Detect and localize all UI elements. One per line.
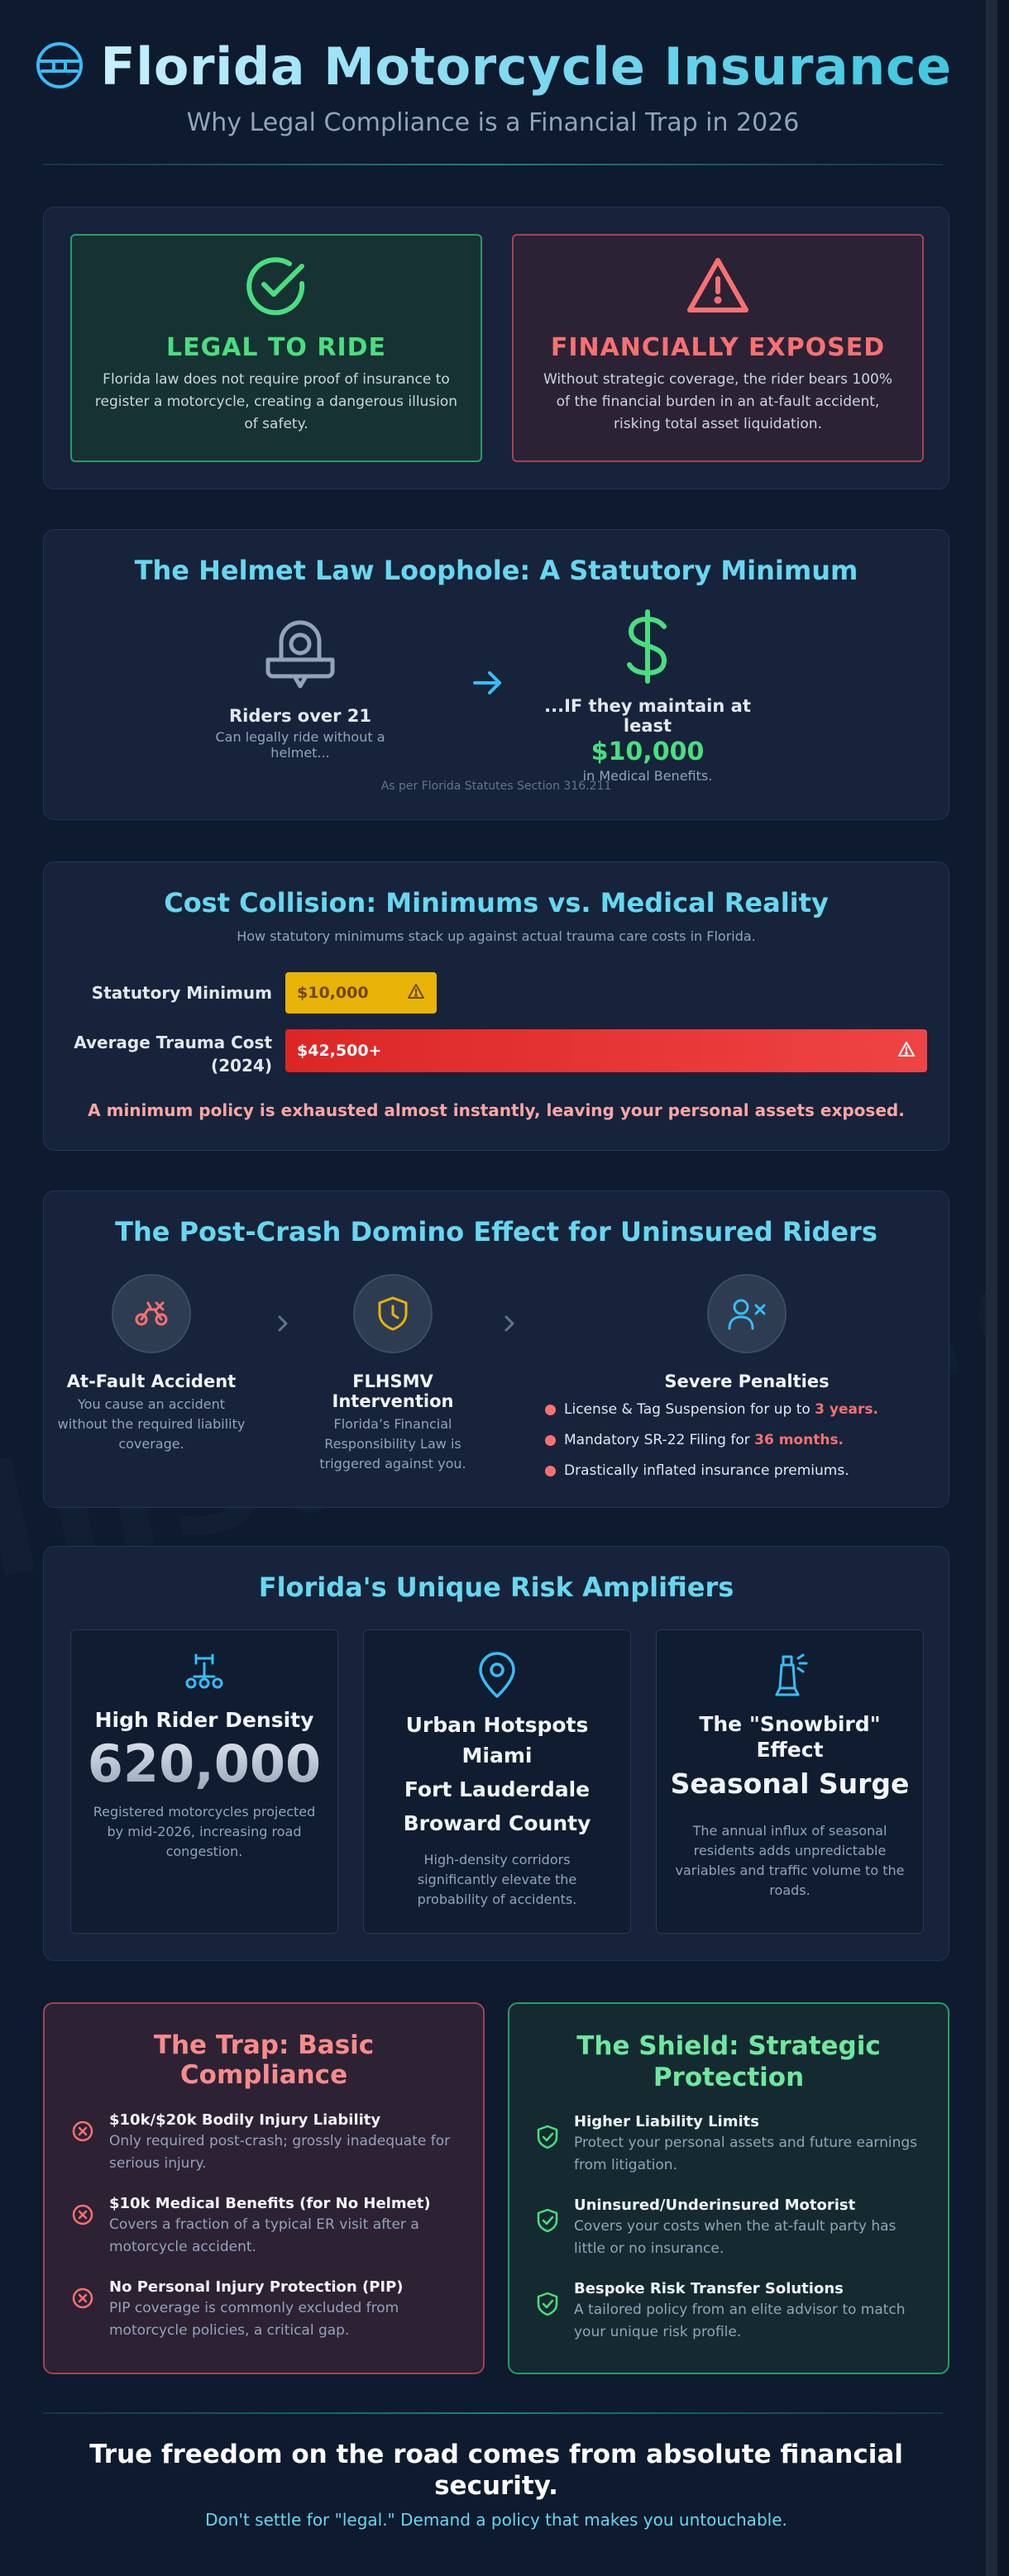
shield-panel: [508, 2002, 949, 2374]
statute-source: As per Florida Statutes Section 316.211: [380, 780, 612, 793]
page-title: Florida Motorcycle Insurance: [100, 36, 952, 97]
shield-item: [536, 2113, 921, 2177]
collision-title: Cost Collision: Minimums vs. Medical Reality: [164, 887, 829, 918]
shield-list: [536, 2113, 921, 2344]
penalty-text: [564, 1401, 878, 1418]
hotspot-list: [364, 1739, 630, 1840]
financially-exposed-card: [512, 234, 924, 462]
x-circle-icon: [71, 2120, 98, 2175]
step-text: [52, 1395, 251, 1454]
step-text-line: triggered against you.: [319, 1456, 466, 1472]
trauma-cost-label-line2: (2024): [211, 1056, 272, 1076]
statutory-minimum-value: $10,000: [297, 984, 369, 1002]
risk-card-snowbird: [656, 1629, 924, 1934]
shield-item: [536, 2280, 921, 2344]
risk-card-heading: Urban Hotspots: [405, 1713, 589, 1737]
medical-benefits-text: in Medical Benefits.: [582, 768, 713, 784]
shield-title: [536, 2030, 921, 2093]
footer-headline-line2: security.: [434, 2471, 558, 2501]
arrow-right-icon: [471, 669, 504, 700]
cost-collision-panel: [43, 861, 949, 1151]
snowbird-heading-line2: Effect: [756, 1738, 824, 1762]
motorcycle-crash-icon: [112, 1274, 191, 1353]
step-text-line: coverage.: [118, 1436, 184, 1452]
trauma-cost-value: $42,500+: [297, 1042, 382, 1060]
shield-check-icon: [536, 2292, 562, 2344]
exposed-heading: FINANCIALLY EXPOSED: [550, 333, 886, 362]
shield-item-heading: Uninsured/Underinsured Motorist: [574, 2197, 856, 2214]
step-heading: Severe Penalties: [664, 1371, 830, 1391]
risk-card-rider-density: [70, 1629, 338, 1934]
medical-amount: $10,000: [591, 737, 705, 766]
penalty-text: [564, 1462, 849, 1479]
divider: [43, 164, 943, 165]
statutory-minimum-label: Statutory Minimum: [91, 983, 272, 1003]
page-subtitle: Why Legal Compliance is a Financial Trap in 2026: [186, 108, 800, 137]
step-text-line: You cause an accident: [78, 1396, 225, 1412]
risk-card-heading: High Rider Density: [94, 1708, 314, 1732]
rider-density-icon: [183, 1679, 226, 1695]
shield-item-text: A tailored policy from an elite advisor to match your unique risk profile.: [574, 2302, 906, 2340]
medical-benefits-requirement: [524, 608, 772, 784]
warning-small-icon: [407, 983, 425, 1004]
step-text-line: Responsibility Law is: [324, 1436, 461, 1452]
maintain-at-least-label: ...IF they maintain at least: [544, 696, 751, 736]
snowbird-lighthouse-icon: [768, 1687, 811, 1703]
trap-item: [71, 2111, 457, 2175]
shield-item-heading: Bespoke Risk Transfer Solutions: [574, 2280, 844, 2297]
status-panel: [43, 207, 949, 489]
step-text-line: Florida’s Financial: [333, 1416, 452, 1432]
trap-list: [71, 2111, 457, 2342]
shield-check-icon: [536, 2208, 562, 2260]
riders-over-21-label: Riders over 21: [228, 706, 372, 726]
collision-warning: A minimum policy is exhausted almost instantly, leaving your personal assets exposed.: [88, 1100, 905, 1120]
risk-card-text: Registered motorcycles projected by mid-2026, increasing road congestion.: [93, 1804, 316, 1859]
collision-subtitle: How statutory minimums stack up against actual trauma care costs in Florida.: [237, 928, 756, 944]
map-pin-icon: [476, 1687, 519, 1703]
check-circle-icon: [244, 306, 308, 322]
step-text: [294, 1414, 492, 1474]
header: [0, 0, 986, 137]
penalty-highlight: 3 years.: [815, 1401, 878, 1418]
x-circle-icon: [71, 2287, 98, 2342]
seasonal-surge: Seasonal Surge: [670, 1767, 910, 1800]
helmet-title: The Helmet Law Loophole: A Statutory Minimum: [134, 555, 858, 586]
chevron-right-icon: [503, 1314, 516, 1337]
shield-check-icon: [536, 2125, 562, 2177]
shield-item-text: Protect your personal assets and future earnings from litigation.: [574, 2135, 918, 2173]
footer: [43, 2439, 949, 2530]
x-circle-icon: [71, 2203, 98, 2259]
helmet-loophole-panel: [43, 529, 949, 820]
footer-headline-line1: True freedom on the road comes from absolute financial: [89, 2440, 903, 2469]
footer-headline: [43, 2439, 949, 2502]
penalty-highlight: 36 months.: [754, 1432, 844, 1448]
shield-item-text: Covers your costs when the at-fault party has little or no insurance.: [574, 2218, 897, 2257]
trauma-cost-label-line1: Average Trauma Cost: [74, 1033, 272, 1052]
shield-alert-icon: [353, 1274, 433, 1353]
step-heading: At-Fault Accident: [66, 1371, 237, 1391]
bullet-dot: [545, 1466, 556, 1476]
trauma-cost-label: [60, 1031, 272, 1077]
warning-triangle-icon: [686, 306, 750, 322]
trauma-cost-bar: [285, 1029, 927, 1072]
domino-title: The Post-Crash Domino Effect for Uninsured Riders: [115, 1216, 877, 1247]
risk-card-urban-hotspots: [363, 1629, 631, 1934]
shield-title-line2: Protection: [653, 2063, 805, 2092]
penalty-item: [545, 1432, 945, 1448]
risk-amplifiers-panel: [43, 1546, 949, 1961]
shield-title-line1: The Shield: Strategic: [576, 2031, 881, 2061]
snowbird-heading-line1: The "Snowbird": [699, 1712, 881, 1736]
risk-card-text: The annual influx of seasonal residents adds unpredictable variables and traffic volume to the roads.: [675, 1823, 905, 1898]
trap-item-text: PIP coverage is commonly excluded from motorcycle policies, a critical gap.: [109, 2300, 399, 2339]
hotspot-miami: Miami: [461, 1744, 533, 1767]
divider: [43, 2412, 943, 2414]
penalty-text-main: License & Tag Suspension for up to: [564, 1401, 815, 1418]
risk-title: Florida's Unique Risk Amplifiers: [258, 1572, 734, 1603]
rider-density-number: 620,000: [71, 1734, 337, 1794]
footer-tagline: Don't settle for "legal." Demand a policy that makes you untouchable.: [205, 2510, 787, 2530]
trap-item-text: Only required post-crash; grossly inadequate for serious injury.: [109, 2133, 451, 2172]
trap-item-heading: $10k Medical Benefits (for No Helmet): [109, 2195, 431, 2212]
user-x-icon: [707, 1274, 787, 1353]
helmet-icon: [34, 40, 85, 94]
penalty-text-main: Mandatory SR-22 Filing for: [564, 1432, 755, 1448]
bullet-dot: [545, 1405, 556, 1415]
step-heading: FLHSMV Intervention: [332, 1371, 454, 1411]
trap-item: [71, 2195, 457, 2259]
step-severe-penalties: [548, 1274, 945, 1493]
domino-effect-panel: [43, 1190, 949, 1508]
step-flhsmv-intervention: [294, 1274, 492, 1474]
penalty-item: [545, 1462, 945, 1479]
dollar-icon: [623, 672, 672, 688]
trap-item-heading: No Personal Injury Protection (PIP): [109, 2278, 404, 2296]
hotspot-fort-lauderdale: Fort Lauderdale: [404, 1777, 591, 1801]
bullet-dot: [545, 1435, 556, 1446]
risk-card-heading: [657, 1711, 923, 1763]
penalty-text: [564, 1432, 844, 1448]
legal-to-ride-card: [70, 234, 482, 462]
step-text-line: without the required liability: [57, 1416, 246, 1432]
chevron-right-icon: [276, 1314, 289, 1337]
riders-over-21-text: Can legally ride without a helmet...: [215, 729, 385, 761]
hotspot-broward-county: Broward County: [403, 1811, 591, 1835]
risk-card-text: High-density corridors significantly elevate the probability of accidents.: [417, 1852, 577, 1907]
shield-item: [536, 2197, 921, 2260]
legal-heading: LEGAL TO RIDE: [165, 333, 387, 362]
riders-over-21: [193, 617, 408, 761]
statutory-minimum-bar: [285, 972, 437, 1014]
rider-helmet-icon: [263, 680, 337, 696]
trap-item: [71, 2278, 457, 2342]
legal-text: Florida law does not require proof of insurance to register a motorcycle, creating a dangerous illusion of safety.: [94, 371, 458, 432]
trap-item-heading: $10k/$20k Bodily Injury Liability: [109, 2111, 381, 2129]
step-at-fault-accident: [52, 1274, 251, 1454]
penalty-text-main: Drastically inflated insurance premiums.: [564, 1462, 849, 1479]
warning-small-icon: [897, 1041, 916, 1061]
shield-item-heading: Higher Liability Limits: [574, 2113, 759, 2130]
exposed-text: Without strategic coverage, the rider bears 100% of the financial burden in an at-fault accident, risking total asset liquidation.: [543, 371, 893, 432]
penalty-item: [545, 1401, 945, 1418]
trap-panel: [43, 2002, 485, 2374]
trap-item-text: Covers a fraction of a typical ER visit after a motorcycle accident.: [109, 2216, 419, 2255]
trap-title: The Trap: Basic Compliance: [153, 2030, 375, 2090]
penalty-list: [545, 1401, 945, 1479]
